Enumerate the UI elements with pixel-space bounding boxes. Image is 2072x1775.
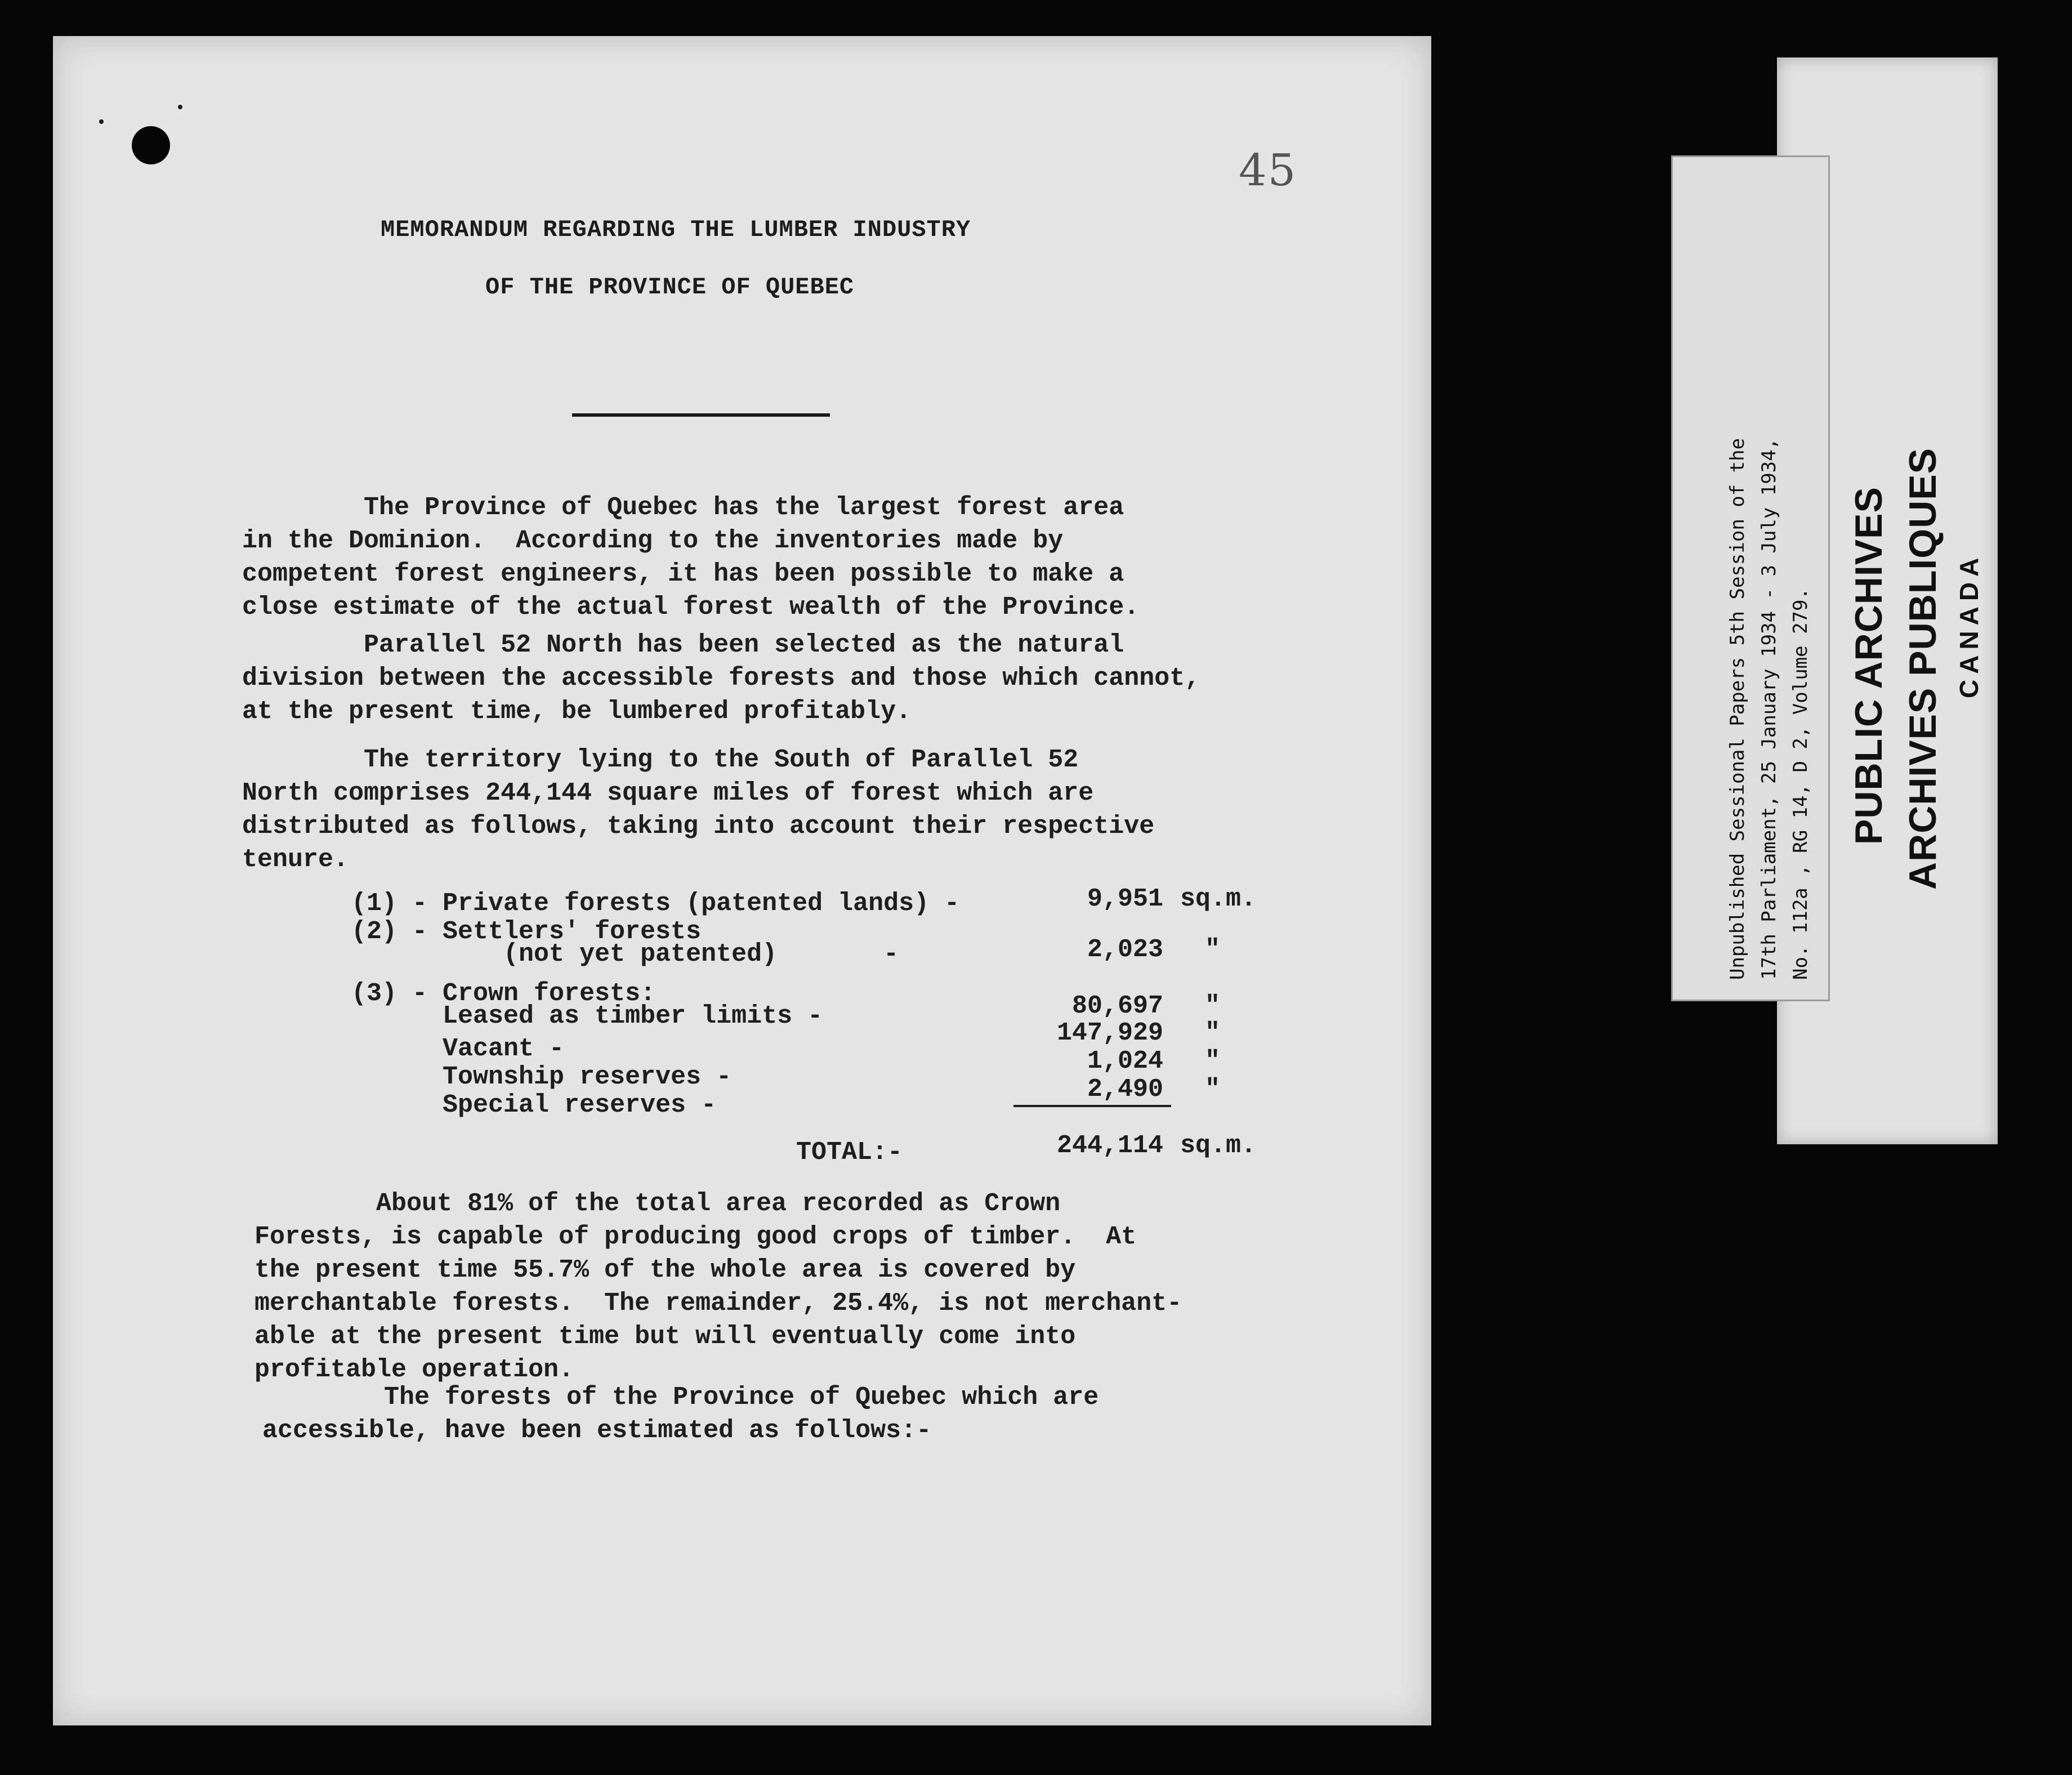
row-label: Special reserves - <box>351 1091 717 1120</box>
row-value: 80,697 <box>1071 992 1163 1020</box>
punch-hole <box>132 126 170 164</box>
paragraph-4: About 81% of the total area recorded as Crown Forests, is capable of producing good crops of timber. At the present time 55.7% of the whole area is covered by merchantable forests. The remainder, 25.4%, is not merchant- able at the present time but will eventually come into profitable operation. <box>254 1189 1182 1384</box>
memo-title-line-2: OF THE PROVINCE OF QUEBEC <box>485 274 855 301</box>
row-unit: " <box>1205 1075 1221 1104</box>
row-value: 2,023 <box>1087 935 1163 964</box>
paragraph-1: The Province of Quebec has the largest forest area in the Dominion. According to the inventories made by competent forest engineers, it has been possible to make a close estimate of the actual forest wealth of the Province. <box>242 493 1140 622</box>
total-label: TOTAL:- <box>796 1138 903 1167</box>
row-label: Township reserves - <box>351 1063 732 1091</box>
speck <box>99 119 104 124</box>
canada-text: CANADA <box>1954 552 1984 698</box>
row-value: 2,490 <box>1087 1075 1163 1104</box>
citation-line-1: Unpublished Sessional Papers 5th Session of the <box>1726 438 1749 980</box>
total-unit: sq.m. <box>1180 1131 1257 1160</box>
row-label: Vacant - <box>351 1034 565 1063</box>
row-unit: " <box>1205 1019 1221 1047</box>
row-unit: " <box>1205 992 1221 1020</box>
row-value: 1,024 <box>1087 1047 1163 1076</box>
sum-rule <box>1013 1105 1171 1107</box>
row-label: (not yet patented) - <box>351 940 899 969</box>
paragraph-5: The forests of the Province of Quebec which are accessible, have been estimated as follows:- <box>262 1383 1099 1445</box>
row-label: (3) - Crown forests: <box>351 979 656 1008</box>
paragraph-2: Parallel 52 North has been selected as the natural division between the accessible forests and those which cannot, at the present time, be lumbered profitably. <box>242 631 1200 726</box>
memo-title-line-1: MEMORANDUM REGARDING THE LUMBER INDUSTRY <box>381 216 971 243</box>
row-label: (2) - Settlers' forests <box>351 917 702 946</box>
title-underline <box>572 413 830 417</box>
citation-line-3: No. 112a , RG 14, D 2, Volume 279. <box>1789 588 1812 980</box>
row-value: 9,951 <box>1087 885 1163 913</box>
speck <box>178 105 182 109</box>
citation-line-2: 17th Parliament, 25 January 1934 - 3 July 1934, <box>1758 438 1780 980</box>
row-unit: " <box>1205 1047 1221 1076</box>
table-row <box>351 890 959 918</box>
archives-publiques-text: ARCHIVES PUBLIQUES <box>1901 448 1944 890</box>
row-value: 147,929 <box>1056 1019 1163 1047</box>
row-unit: " <box>1205 935 1221 964</box>
paragraph-3: The territory lying to the South of Parallel 52 North comprises 244,144 square miles of forest which are distributed as follows, taking into account their respective tenure. <box>242 746 1155 874</box>
row-label: Leased as timber limits - <box>351 1002 823 1031</box>
public-archives-text: PUBLIC ARCHIVES <box>1847 487 1890 845</box>
row-label: (1) - Private forests (patented lands) - <box>351 889 960 918</box>
total-value: 244,114 <box>1056 1131 1163 1160</box>
row-unit: sq.m. <box>1180 885 1257 913</box>
page-number: 45 <box>1239 145 1297 196</box>
